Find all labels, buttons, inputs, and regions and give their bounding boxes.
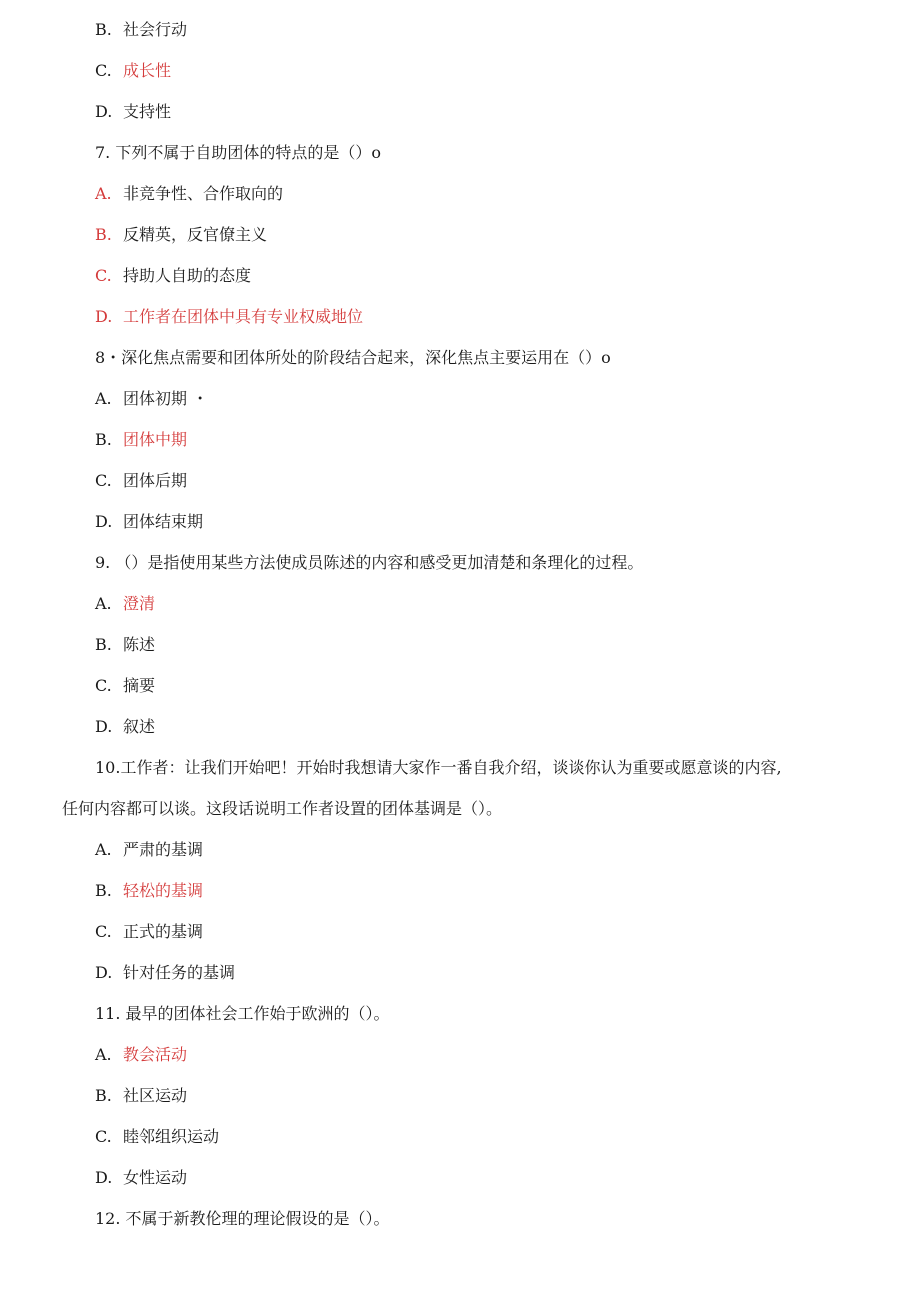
option-letter: B. <box>95 635 112 654</box>
option-letter: C. <box>95 922 112 941</box>
question-text <box>95 1003 390 1025</box>
question-stem: 10.工作者：让我们开始吧！开始时我想请大家作一番自我介绍，谈谈你认为重要或愿意谈的内容, <box>95 758 782 777</box>
answer-option <box>95 224 267 246</box>
question-text <box>62 798 502 820</box>
option-letter: B. <box>95 20 112 39</box>
option-letter: B. <box>95 881 112 900</box>
answer-option <box>95 388 208 410</box>
option-letter: D. <box>95 512 113 531</box>
option-text: 团体结束期 <box>123 512 204 531</box>
option-text: 反精英，反官僚主义 <box>123 225 268 244</box>
option-text: 摘要 <box>123 676 156 695</box>
option-text: 团体初期 ・ <box>123 389 209 408</box>
option-text: 工作者在团体中具有专业权威地位 <box>123 307 364 326</box>
answer-option <box>95 306 363 328</box>
answer-option <box>95 19 187 41</box>
question-stem: 8・深化焦点需要和团体所处的阶段结合起来，深化焦点主要运用在（）o <box>95 348 611 367</box>
option-text: 针对任务的基调 <box>123 963 236 982</box>
question-text <box>95 757 782 779</box>
answer-option <box>95 634 155 656</box>
answer-option <box>95 962 235 984</box>
question-stem: 7. 下列不属于自助团体的特点的是（）o <box>95 143 381 162</box>
answer-option <box>95 1044 187 1066</box>
option-text: 团体后期 <box>123 471 188 490</box>
option-text: 陈述 <box>123 635 156 654</box>
option-letter: C. <box>95 471 112 490</box>
option-letter: D. <box>95 1168 113 1187</box>
answer-option <box>95 880 203 902</box>
option-letter: C. <box>95 266 112 285</box>
answer-option <box>95 921 203 943</box>
option-letter: B. <box>95 225 112 244</box>
answer-option <box>95 1126 219 1148</box>
answer-option <box>95 470 187 492</box>
option-letter: C. <box>95 1127 112 1146</box>
question-text <box>95 552 643 574</box>
answer-option <box>95 1167 187 1189</box>
answer-option <box>95 716 155 738</box>
answer-option <box>95 265 251 287</box>
answer-option <box>95 101 171 123</box>
answer-option <box>95 593 155 615</box>
option-text: 社区运动 <box>123 1086 188 1105</box>
option-letter: A. <box>95 594 112 613</box>
option-letter: A. <box>95 184 112 203</box>
option-text: 睦邻组织运动 <box>123 1127 220 1146</box>
option-text: 严肃的基调 <box>123 840 204 859</box>
answer-option <box>95 1085 187 1107</box>
question-text <box>95 347 611 369</box>
option-letter: D. <box>95 102 113 121</box>
option-text: 轻松的基调 <box>123 881 204 900</box>
question-stem: 9. （）是指使用某些方法使成员陈述的内容和感受更加清楚和条理化的过程。 <box>95 553 644 572</box>
option-letter: A. <box>95 389 112 408</box>
question-text <box>95 1208 390 1230</box>
option-text: 教会活动 <box>123 1045 188 1064</box>
question-text <box>95 142 381 164</box>
option-text: 团体中期 <box>123 430 188 449</box>
question-stem: 任何内容都可以谈。这段话说明工作者设置的团体基调是（）。 <box>62 799 503 818</box>
option-text: 持助人自助的态度 <box>123 266 252 285</box>
option-text: 女性运动 <box>123 1168 188 1187</box>
option-text: 成长性 <box>123 61 172 80</box>
option-letter: B. <box>95 1086 112 1105</box>
option-text: 非竞争性、合作取向的 <box>123 184 284 203</box>
option-letter: B. <box>95 430 112 449</box>
option-text: 支持性 <box>123 102 172 121</box>
answer-option <box>95 675 155 697</box>
option-text: 澄清 <box>123 594 156 613</box>
answer-option <box>95 429 187 451</box>
option-text: 社会行动 <box>123 20 188 39</box>
option-letter: C. <box>95 61 112 80</box>
option-text: 正式的基调 <box>123 922 204 941</box>
option-letter: C. <box>95 676 112 695</box>
answer-option <box>95 183 283 205</box>
option-letter: D. <box>95 307 113 326</box>
question-stem: 11. 最早的团体社会工作始于欧洲的（）。 <box>95 1004 390 1023</box>
option-letter: A. <box>95 1045 112 1064</box>
answer-option <box>95 839 203 861</box>
answer-option <box>95 60 171 82</box>
option-letter: D. <box>95 717 113 736</box>
option-text: 叙述 <box>123 717 156 736</box>
answer-option <box>95 511 203 533</box>
question-stem: 12. 不属于新教伦理的理论假设的是（）。 <box>95 1209 390 1228</box>
option-letter: A. <box>95 840 112 859</box>
option-letter: D. <box>95 963 113 982</box>
